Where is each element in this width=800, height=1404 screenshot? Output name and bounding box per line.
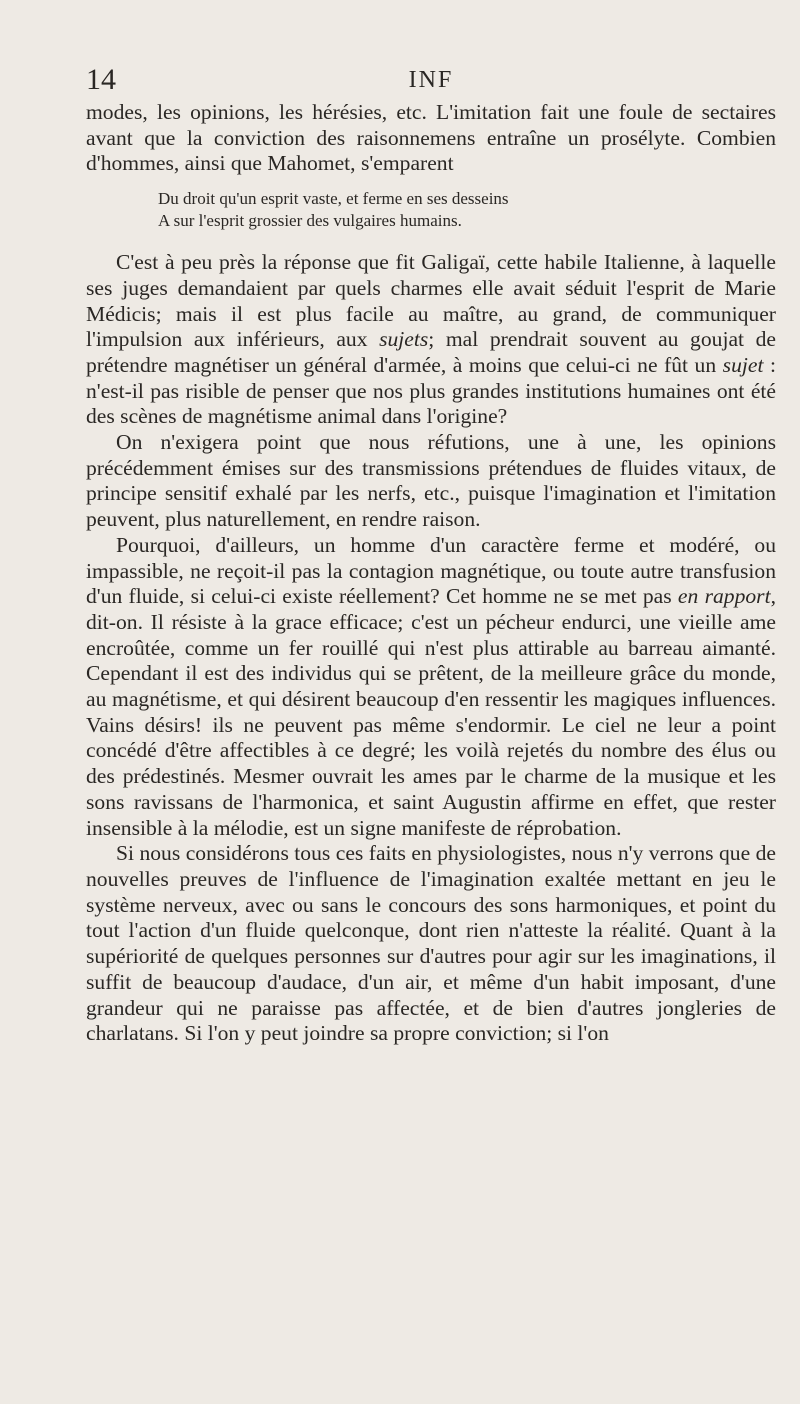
paragraph-2-text-a: C'est à peu près la réponse que fit Galigaï, cette habile Italienne, à laquelle ses juges demandaient par quels charmes elle avait séduit l'esprit de Marie Médicis; mais il est plus facile au maître, au grand, de communiquer l'impulsion aux inférieurs, aux xyxy=(86,250,776,352)
italic-phrase-en-rapport: en rapport xyxy=(677,584,771,609)
verse-line-2: A sur l'esprit grossier des vulgaires humains. xyxy=(158,211,462,231)
italic-word-sujets: sujets xyxy=(379,327,429,352)
paragraph-2-text-b: ; mal prendrait souvent au goujat de prétendre magnétiser un général d'armée, à moins que celui-ci ne fût un xyxy=(86,327,776,377)
running-title: INF xyxy=(408,67,454,93)
verse-quotation xyxy=(158,188,776,232)
paragraph-2-text-c: : n'est-il pas risible de penser que nos plus grandes institutions humaines ont été des scènes de magnétisme animal dans l'origine? xyxy=(86,352,776,429)
page-number: 14 xyxy=(86,63,116,96)
verse-line-1: Du droit qu'un esprit vaste, et ferme en ses desseins xyxy=(158,189,509,209)
paragraph-5: Si nous considérons tous ces faits en physiologistes, nous n'y verrons que de nouvelles preuves de l'influence de l'imagination exaltée mettant en jeu le système nerveux, avec ou sans le concours des sons harmoniques, et point du tout l'action d'un fluide quelconque, dont rien n'atteste la réalité. Quant à la supériorité de quelques personnes sur d'autres pour agir sur les imaginations, il suffit de beaucoup d'audace, d'un air, et même d'un habit imposant, d'une grandeur qui ne paraisse pas affectée, et de bien d'autres jongleries de charlatans. Si l'on y peut joindre sa propre conviction; si l'on xyxy=(86,841,776,1046)
italic-word-sujet: sujet xyxy=(722,352,764,377)
paragraph-3: On n'exigera point que nous réfutions, une à une, les opinions précédemment émises sur des transmissions prétendues de fluides vitaux, de principe sensitif exhalé par les nerfs, etc., puisque l'imagination et l'imitation peuvent, plus naturellement, en rendre raison. xyxy=(86,430,776,532)
paragraph-4-text-b: , dit-on. Il résiste à la grace efficace; c'est un pécheur endurci, une vieille ame encroûtée, comme un fer rouillé qui n'est plus attirable au barreau aimanté. Cependant il est des individus qui se prêtent, de la meilleure grâce du monde, au magnétisme, et qui désirent beaucoup d'en ressentir les magiques influences. Vains désirs! ils ne peuvent pas même s'endormir. Le ciel ne leur a point concédé d'être affectibles à ce degré; les voilà rejetés du nombre des élus ou des prédestinés. Mesmer ouvrait les ames par le charme de la musique et les sons ravissans de l'harmonica, et saint Augustin affirme en effet, que rester insensible à la mélodie, est un signe manifeste de réprobation. xyxy=(86,584,776,840)
paragraph-1: modes, les opinions, les hérésies, etc. L'imitation fait une foule de sectaires avant que la conviction des raisonnemens entraîne un prosélyte. Combien d'hommes, ainsi que Mahomet, s'emparent xyxy=(86,100,776,176)
paragraph-4-text-a: Pourquoi, d'ailleurs, un homme d'un caractère ferme et modéré, ou impassible, ne reçoit-il pas la contagion magnétique, ou toute autre transfusion d'un fluide, si celui-ci existe réellement? Cet homme ne se met pas xyxy=(86,532,776,609)
running-head xyxy=(86,60,776,100)
paragraph-2 xyxy=(86,250,776,430)
body-text xyxy=(86,100,776,1047)
paragraph-4 xyxy=(86,533,776,841)
